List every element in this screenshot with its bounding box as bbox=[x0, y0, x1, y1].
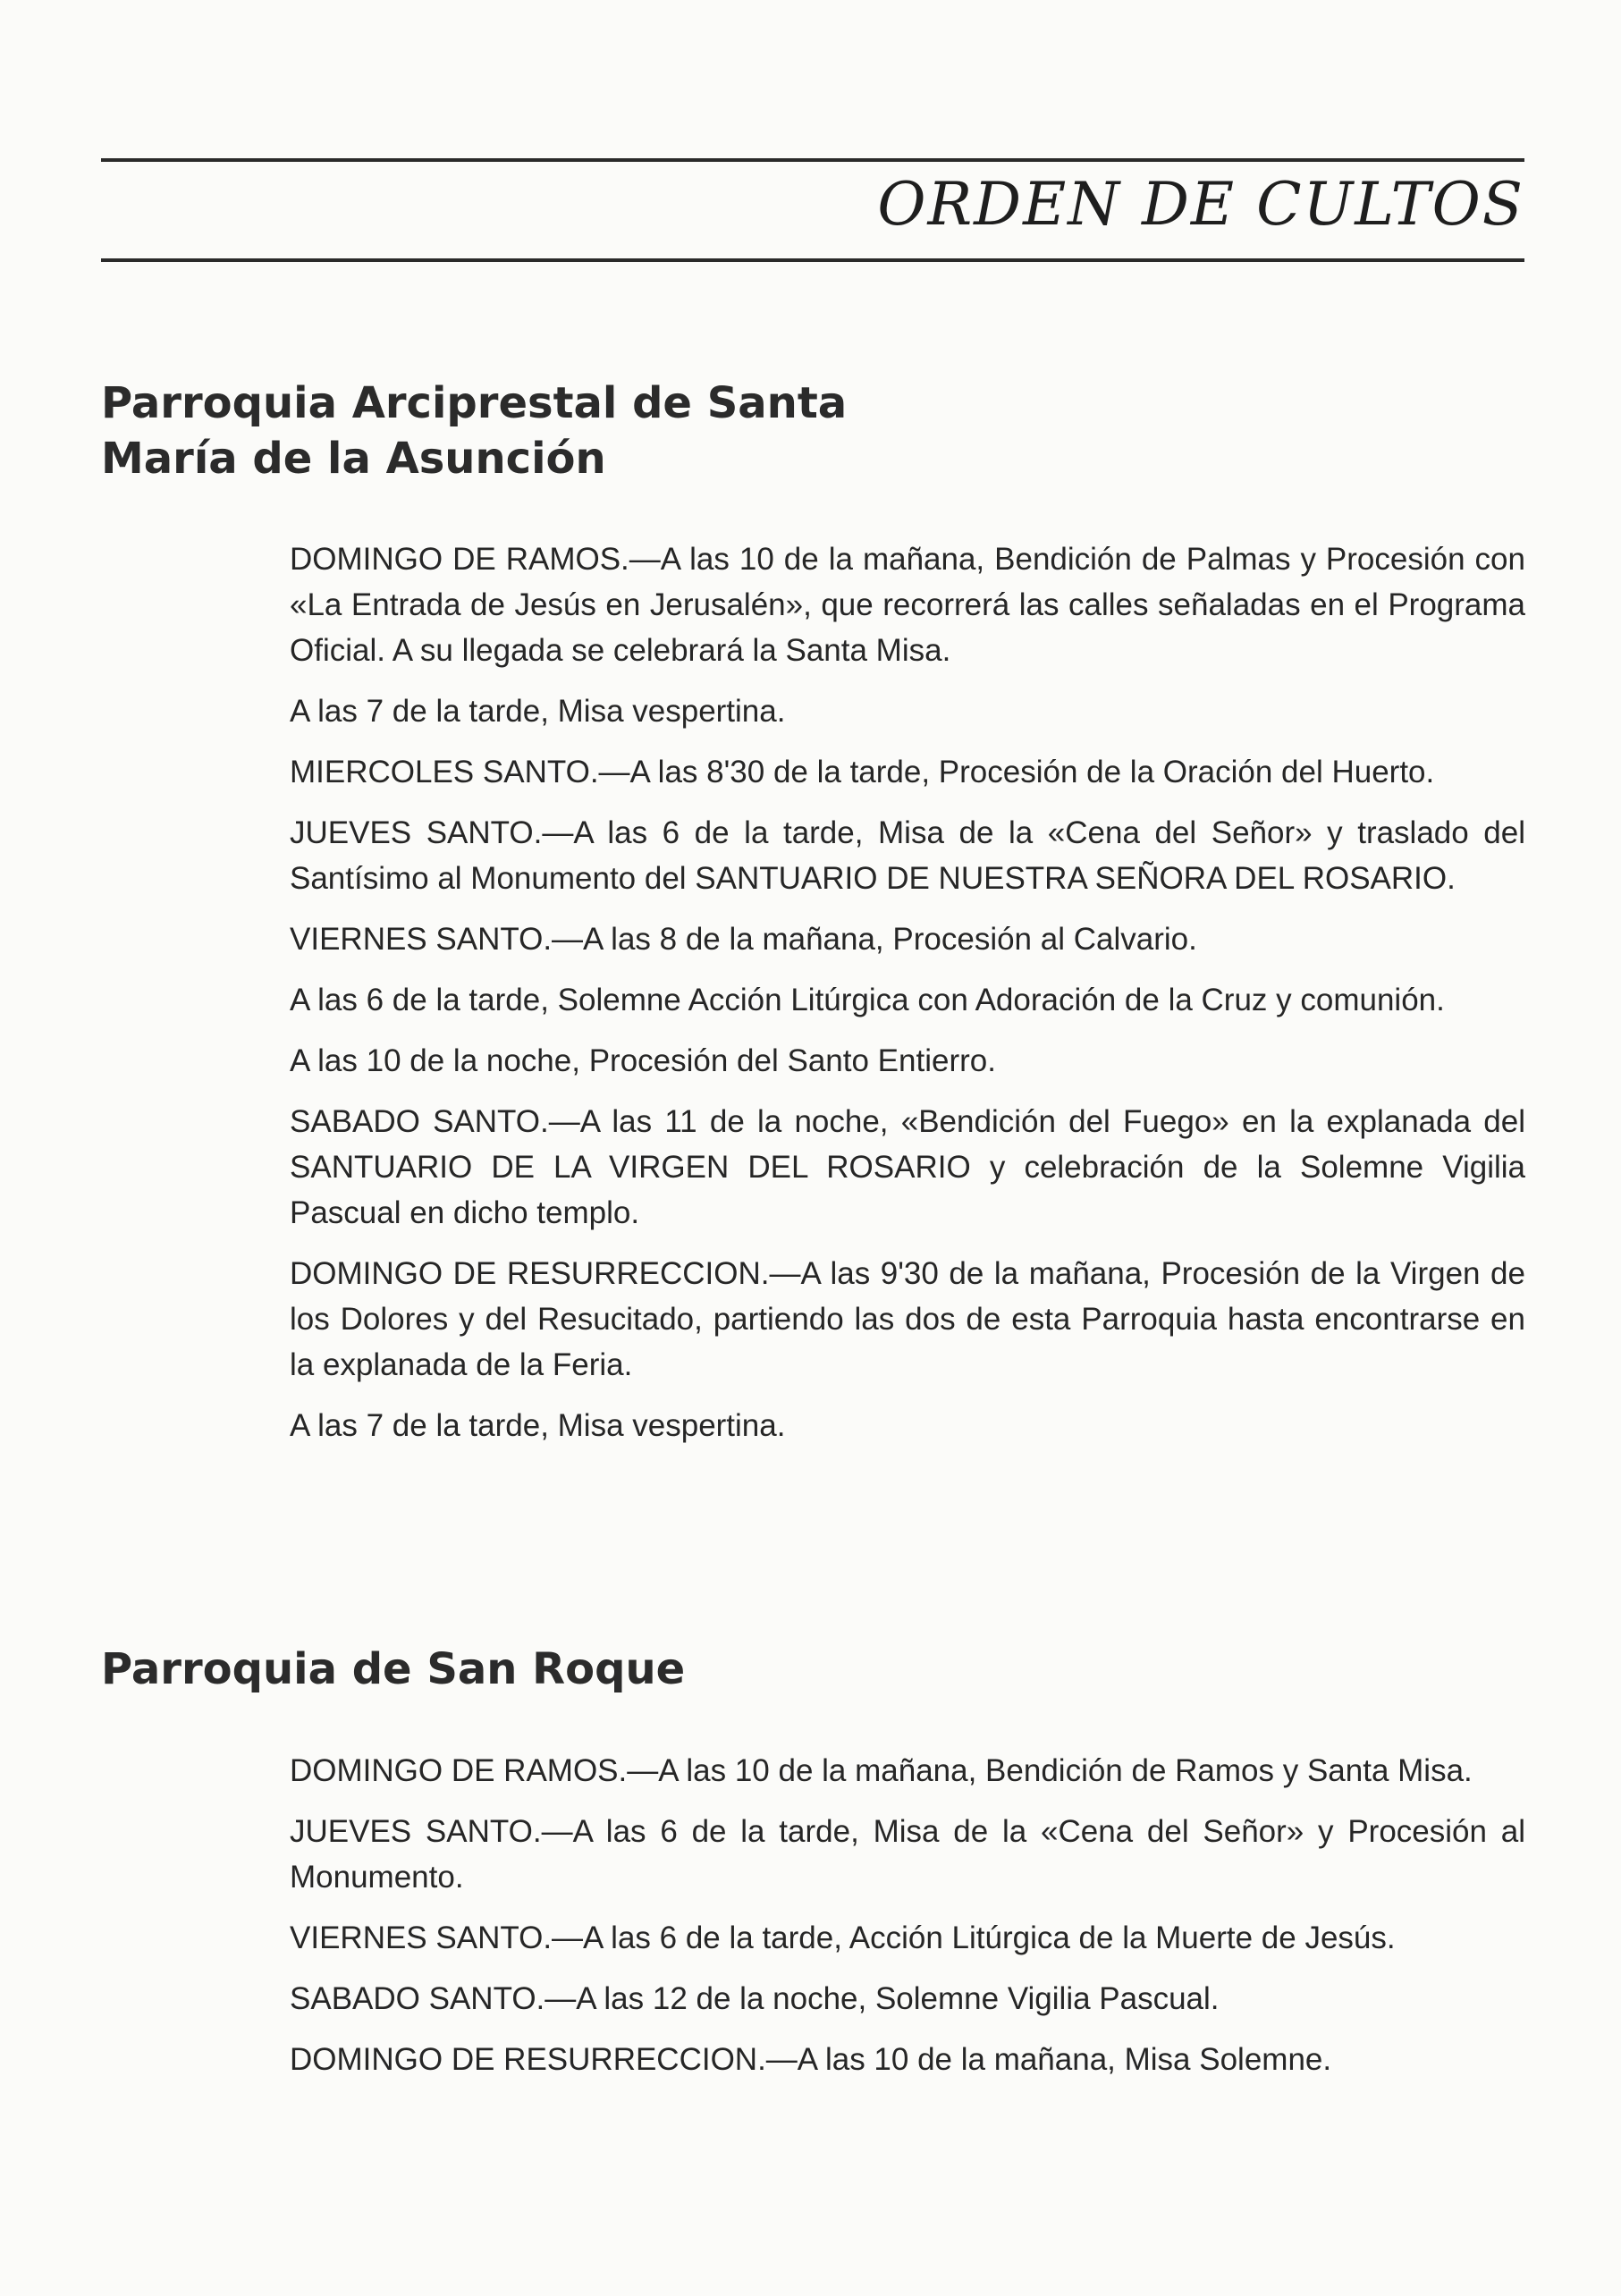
paragraph: DOMINGO DE RAMOS.—A las 10 de la mañana, Bendición de Ramos y Santa Misa. bbox=[290, 1753, 1473, 1788]
paragraph: VIERNES SANTO.—A las 6 de la tarde, Acción Litúrgica de la Muerte de Jesús. bbox=[290, 1920, 1396, 1955]
paragraph: A las 7 de la tarde, Misa vespertina. bbox=[290, 1408, 786, 1443]
paragraph: SABADO SANTO.—A las 12 de la noche, Solemne Vigilia Pascual. bbox=[290, 1981, 1220, 2016]
paragraph: DOMINGO DE RAMOS.—A las 10 de la mañana, Bendición de Palmas y Procesión con «La Entrada de Jesús en Jerusalén», que recorrerá las calles señaladas en el Programa Oficial. A su llegada se celebrará la Santa Misa. bbox=[290, 542, 1525, 668]
section-heading-santa-maria: Parroquia Arciprestal de Santa María de la Asunción bbox=[101, 378, 848, 484]
paragraph: JUEVES SANTO.—A las 6 de la tarde, Misa de la «Cena del Señor» y traslado del Santísimo al Monumento del SANTUARIO DE NUESTRA SEÑORA DEL ROSARIO. bbox=[290, 815, 1525, 896]
section-body-san-roque bbox=[290, 1748, 1525, 2098]
paragraph: A las 10 de la noche, Procesión del Santo Entierro. bbox=[290, 1043, 996, 1078]
page-title: ORDEN DE CULTOS bbox=[877, 170, 1524, 239]
paragraph: A las 6 de la tarde, Solemne Acción Litúrgica con Adoración de la Cruz y comunión. bbox=[290, 983, 1445, 1017]
header-rule-bottom bbox=[101, 258, 1524, 262]
header-rule-top bbox=[101, 158, 1524, 162]
paragraph: SABADO SANTO.—A las 11 de la noche, «Bendición del Fuego» en la explanada del SANTUARIO DE LA VIRGEN DEL ROSARIO y celebración de la Solemne Vigilia Pascual en dicho templo. bbox=[290, 1104, 1525, 1230]
section-heading-san-roque: Parroquia de San Roque bbox=[101, 1644, 686, 1694]
paragraph: MIERCOLES SANTO.—A las 8'30 de la tarde, Procesión de la Oración del Huerto. bbox=[290, 755, 1435, 789]
paragraph: A las 7 de la tarde, Misa vespertina. bbox=[290, 694, 786, 729]
paragraph: VIERNES SANTO.—A las 8 de la mañana, Procesión al Calvario. bbox=[290, 922, 1197, 957]
section-body-santa-maria bbox=[290, 536, 1525, 1464]
paragraph: DOMINGO DE RESURRECCION.—A las 9'30 de la mañana, Procesión de la Virgen de los Dolores y del Resucitado, partiendo las dos de esta Parroquia hasta encontrarse en la explanada de la Feria. bbox=[290, 1256, 1525, 1382]
paragraph: DOMINGO DE RESURRECCION.—A las 10 de la mañana, Misa Solemne. bbox=[290, 2042, 1332, 2077]
paragraph: JUEVES SANTO.—A las 6 de la tarde, Misa de la «Cena del Señor» y Procesión al Monumento. bbox=[290, 1814, 1525, 1895]
